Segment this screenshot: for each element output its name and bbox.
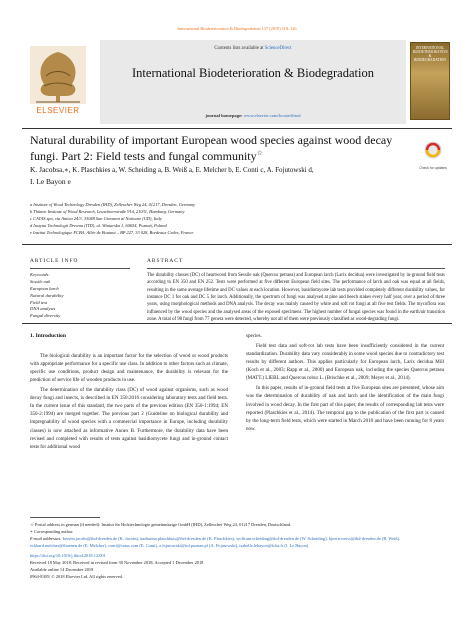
contents-line: Contents lists available at ScienceDirect — [214, 46, 292, 51]
title-footnote: ☆ Postal address in german (if needed): Institut für Holztechnologie gemeinnützige GmbH (IHD), Zellescher Weg 24, 01217 Dresden, Deutschland. — [30, 522, 292, 527]
title-footnote-mark: ☆ — [256, 148, 263, 157]
abstract-end-rule — [22, 323, 452, 324]
homepage-link[interactable]: www.elsevier.com/locate/ibiod — [243, 113, 301, 118]
affiliations — [30, 201, 430, 236]
body-paragraph: Field test data and soft-rot lab tests have been insufficiently considered in the current standardization. Durability data vary considerably in some wood species due to contradictory test results by different authors. This applies particularly for European larch, Larix decidua Mill (Koch et al., 2003; Rapp et al., 2000) and European oak, including the species Quercus petraea (MATT.) LIEBL and Quercus robur L. (Brischke et al., 2009; Meyer et al., 2014). — [246, 343, 444, 382]
affiliation-rule — [22, 244, 452, 245]
affiliation-item: e Institut Technologique FCBA, Allée de Boutaut – BP 227, 33 028, Bordeaux Cedex, France — [30, 230, 194, 236]
author-list — [30, 164, 430, 187]
email-links[interactable]: kerstin.jacobs@ihd-dresden.de (K. Jacobs), katharina.plaschkies@ihd-dresden.de (K. Plaschkies), wolfram.scheiding@ihd-dresden.de (W. Scheiding), bjoern.weiss@ihd-dresden.de (B. Weiß), eckhard.melcher@thuenen.de (E. Melcher), conti@catas.com (E. Conti), a.fojutowski@itd.poznan.pl (A. Fojutowski), isabelle.lebayon@fcba.fr (I. Le Bayon). — [30, 536, 401, 549]
corresponding-author-note: ∗ Corresponding author. — [30, 529, 74, 535]
body-paragraph: species. — [246, 333, 262, 339]
journal-cover-image — [410, 42, 450, 120]
keyword-item: Field test — [30, 299, 48, 305]
info-rule — [30, 268, 130, 269]
masthead-box — [100, 40, 406, 124]
footnote-rule — [30, 517, 100, 518]
affiliation-item: a Institute of Wood Technology Dresden (IHD), Zellescher Weg 24, 01217, Dresden, Germany — [30, 202, 196, 207]
homepage-line: journal homepage: www.elsevier.com/locate/ibiod — [205, 113, 301, 118]
keyword-item: Fungal diversity — [30, 313, 61, 319]
body-paragraph: The determination of the durability class (DC) of wood against organisms, such as wood decay fungi and insects, is described in EN 350:2016 considering laboratory tests and field tests. In the current issue of this standard, the two parts of the previous edition (EN 350-1:1994; EN 350-2:1994) are merged together. The previous part 2 (Guideline on biological durability and impregnability of wood species with a commercial importance in Europe, including durability classes) is now attached as informative Annex B. Furthermore, the durability data have been revised and completed with results of tests against basidiomycete fungi and in-ground contact tests for additional wood — [30, 387, 228, 450]
keyword-item: DNA analysis — [30, 306, 56, 312]
body-left-column — [30, 332, 228, 453]
abstract-text: The durability classes (DC) of heartwood from Sessile oak (Quercus petraea) and European larch (Larix decidua) were investigated by in-ground field tests according to EN 350 and EN 252. Tests were performed at five different European field sites. The performance of larch and oak was equal at all fields, resulting in the same average lifetime and DC values at each location. However, basidiomycete lab tests provided completely different durability values, for instance DC 1 for oak and DC 5 for larch. Additionally, the spectrum of fungi was analysed at pine and beech stakes every half year, over a period of three years, using morphological methods and DNA analysis. The decay was mainly caused by white and soft rot fungi at all five test fields. The mycoflora was influenced by the wood species and the analysed areas of the exposed specimens. The highest number of fungal species was found in the earth/air transition zone. A total of 98 fungi from 77 genera were detected, whereby not all of them were previously classified as wood-degrading fungi. — [147, 273, 445, 323]
author-line-2: I. Le Bayon e — [30, 176, 71, 186]
abstract-section — [147, 258, 445, 324]
footnotes — [30, 521, 446, 580]
masthead-rule — [22, 128, 452, 129]
publisher-name: ELSEVIER — [36, 106, 80, 115]
elsevier-logo — [22, 42, 94, 120]
check-updates-label: Check for updates — [419, 166, 447, 170]
available-online: Available online 14 December 2018 — [30, 567, 94, 573]
keywords-heading: Keywords: — [30, 272, 50, 277]
email-addresses: E-mail addresses: kerstin.jacobs@ihd-dresden.de (K. Jacobs), katharina.plaschkies@ihd-dresden.de (K. Plaschkies), wolfram.scheiding@ihd-dresden.de (W. Scheiding), bjoern.weiss@ihd-dresden.de (B. Weiß), eckhard.melcher@thuenen.de (E. Melcher), conti@catas.com (E. Conti), a.fojutowski@itd.poznan.pl (A. Fojutowski), isabelle.lebayon@fcba.fr (I. Le Bayon). — [30, 536, 401, 549]
affiliation-item: b Thünen Institute of Wood Research, Leuschnerstraße 91d, 21031, Hamburg, Germany — [30, 209, 185, 215]
article-title: Natural durability of important European wood species against wood decay fungi. Part 2: Field tests and fungal community☆ — [30, 133, 393, 163]
author-first: K. Jacobs — [30, 165, 60, 174]
abstract-heading: ABSTRACT — [147, 258, 184, 264]
abstract-rule — [147, 268, 445, 269]
journal-masthead — [22, 40, 452, 124]
sciencedirect-link[interactable]: ScienceDirect — [264, 46, 292, 51]
introduction-heading: 1. Introduction — [30, 333, 66, 339]
check-updates-icon — [418, 140, 448, 162]
affiliation-item: d Instytut Technologii Drewna (ITD), ul. Winiarska 1, 60654, Poznań, Poland — [30, 223, 167, 229]
article-info-heading: ARTICLE INFO — [30, 258, 79, 264]
copyright-line: 0964-8305/ © 2018 Elsevier Ltd. All rights reserved. — [30, 574, 123, 580]
author-rest: a,∗, K. Plaschkies a, W. Scheiding a, B. Weiß a, E. Melcher b, E. Conti c, A. Fojutowski d, — [59, 166, 314, 174]
journal-citation: International Biodeterioration & Biodegradation 137 (2019) 118–126 — [177, 26, 297, 31]
keyword-item: European larch — [30, 285, 59, 291]
journal-title: International Biodeterioration & Biodegradation — [132, 66, 374, 80]
affiliation-item: c CATAS spa, via Antica 24/3, 33048 San Giovanni al Natisone (UD), Italy — [30, 216, 162, 222]
doi-link[interactable]: https://doi.org/10.1016/j.ibiod.2018.12.001 — [30, 553, 106, 559]
cover-title: INTERNATIONAL BIODETERIORATION & BIODEGRADATION — [413, 46, 448, 62]
article-info — [30, 258, 130, 320]
body-right-column — [246, 332, 444, 435]
body-paragraph: The biological durability is an important factor for the selection of wood or wood products with appropriate performance for a specific use class. In addition to other factors such as climate, specific use conditions, product design and maintenance, the durability is relevant for the prediction of service life of wooden products in use. — [30, 352, 228, 384]
body-paragraph: In this paper, results of in-ground field tests at five European sites are presented, whose aim was the determination of durability of oak and larch and the identification of the main fungi involved in wood decay. In the first part of this paper, the results of corresponding lab tests were reported (Plaschkies et al., 2014). The temporal gap to the publication of the first part is caused by the long-term field tests, which were started in March 2010 and have been running for 8 years now. — [246, 385, 444, 432]
keyword-item: Sessile oak — [30, 278, 51, 284]
received-dates: Received 18 May 2018; Received in revised form 30 November 2018; Accepted 1 December 2018 — [30, 560, 204, 566]
keyword-item: Natural durability — [30, 292, 64, 298]
